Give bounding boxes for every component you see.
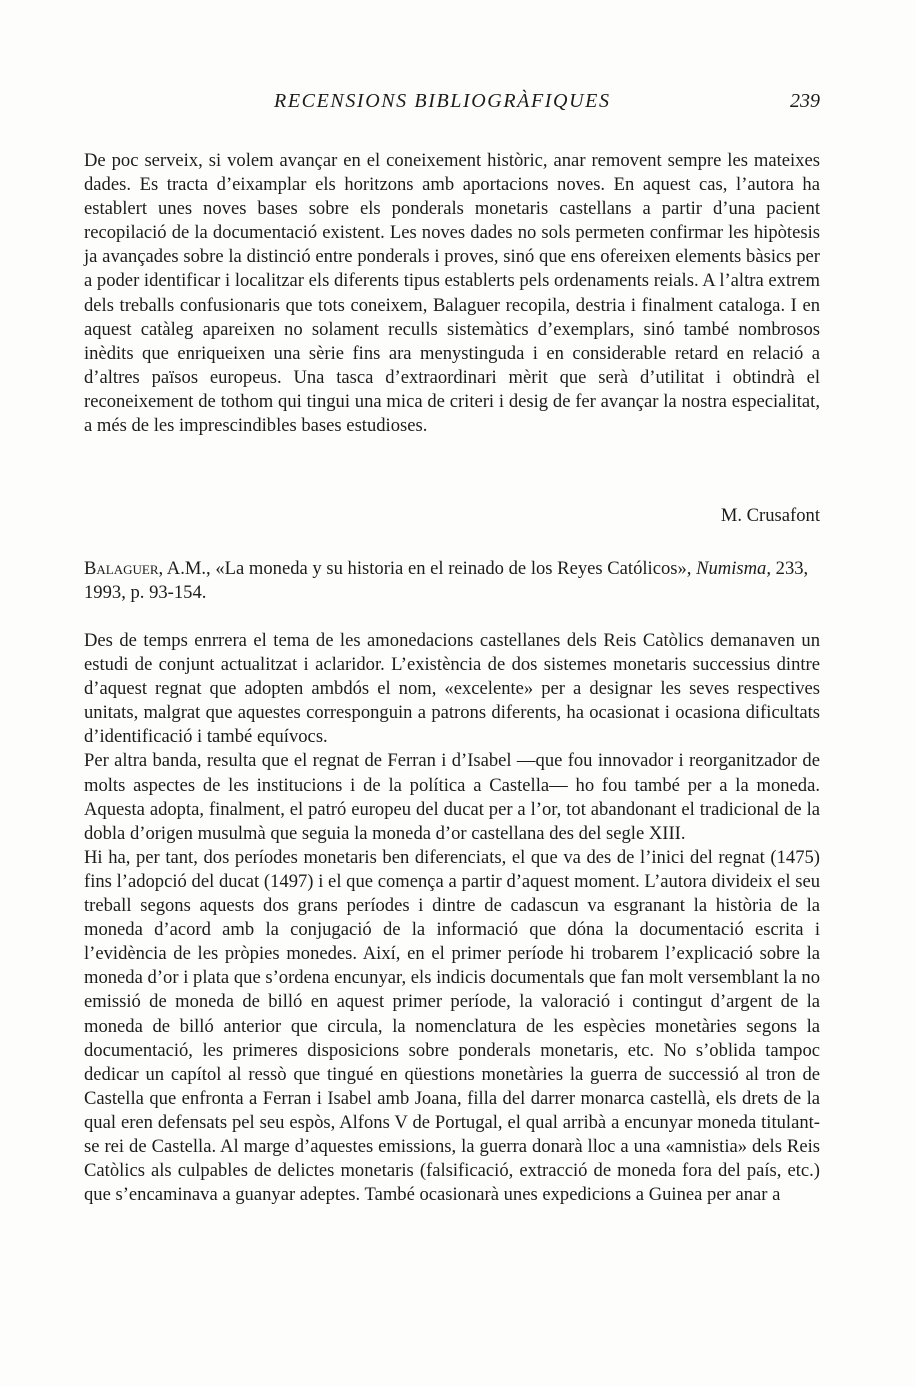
review-2-citation xyxy=(84,557,820,605)
citation-journal: Numisma, xyxy=(696,558,771,579)
citation-author: Balaguer xyxy=(84,558,159,579)
citation-details: 233, 1993, p. 93-154. xyxy=(84,558,809,604)
page-number: 239 xyxy=(790,90,820,112)
running-header-title: RECENSIONS BIBLIOGRÀFIQUES xyxy=(274,90,611,112)
running-header xyxy=(84,90,820,120)
review-2-paragraph-3: Hi ha, per tant, dos períodes monetaris ben diferenciats, el que va des de l’inici del regnat (1475) fins l’adopció del ducat (1497) i el que comença a partir d’aquest moment. L’autora divideix el seu treball segons aquests dos grans períodes i dintre de cadascun va esgranant la història de la moneda d’acord amb la conjugació de la informació que dóna la documentació escrita i l’evidència de les pròpies monedes. Així, en el primer període hi trobarem l’explicació sobre la moneda d’or i plata que s’ordena encunyar, els indicis documentals que fan molt versemblant la no emissió de moneda de billó en aquest primer període, la valoració i contingut d’argent de la moneda de billó anterior que circula, la nomenclatura de les espècies monetàries segons la documentació, les primeres disposicions sobre ponderals monetaris, etc. No s’oblida tampoc dedicar un capítol al ressò que tingué en qüestions monetàries la guerra de successió al tron de Castella que enfronta a Ferran i Isabel amb Joana, filla del darrer monarca castellà, els drets de la qual eren defensats pel seu espòs, Alfons V de Portugal, el qual arribà a encunyar moneda titulant-se rei de Castella. Al marge d’aquestes emissions, la guerra donarà lloc a una «amnistia» dels Reis Catòlics als culpables de delictes monetaris (falsificació, extracció de moneda fora del país, etc.) que s’encaminava a guanyar adeptes. També ocasionarà unes expedicions a Guinea per anar a xyxy=(84,846,820,1206)
review-1-paragraph: De poc serveix, si volem avançar en el coneixement històric, anar removent sempre les mateixes dades. Es tracta d’eixamplar els horitzons amb aportacions noves. En aquest cas, l’autora ha establert unes noves bases sobre els ponderals monetaris castellans a partir d’una pacient recopilació de la documentació existent. Les noves dades no sols permeten confirmar les hipòtesis ja avançades sobre la distinció entre ponderals i proves, sinó que ens ofereixen elements bàsics per a poder identificar i localitzar els diferents tipus establerts pels ordenaments reials. A l’altra extrem dels treballs confusionaris que tots coneixem, Balaguer recopila, destria i finalment cataloga. I en aquest catàleg apareixen no solament reculls sistemàtics d’exemplars, sinó també nombrosos inèdits que enriqueixen una sèrie fins ara menystinguda i en considerable retard en relació a d’altres països europeus. Una tasca d’extraordinari mèrit que serà d’utilitat i obtindrà el reconeixement de tothom qui tingui una mica de criteri i desig de fer avançar la nostra especialitat, a més de les imprescindibles bases estudioses. xyxy=(84,150,820,437)
review-2-body xyxy=(84,629,820,1207)
citation-title: «La moneda y su historia en el reinado de los Reyes Católicos», xyxy=(215,558,697,579)
review-2-paragraph-1: Des de temps enrrera el tema de les amonedacions castellanes dels Reis Catòlics demanaven un estudi de conjunt actualitzat i aclaridor. L’existència de dos sistemes monetaris successius dintre d’aquest regnat que adopten ambdós el nom, «excelente» per a designar les seves respectives unitats, malgrat que aquestes corresponguin a patrons diferents, ha ocasionat i ocasiona dificultats d’identificació i també equívocs. xyxy=(84,630,820,748)
citation-initials: , A.M., xyxy=(158,558,216,579)
review-2-paragraph-2: Per altra banda, resulta que el regnat de Ferran i d’Isabel —que fou innovador i reorganitzador de molts aspectes de les institucions i de la política a Castella— ho fou també per a la moneda. Aquesta adopta, finalment, el patró europeu del ducat per a l’or, tot abandonant el tradicional de la dobla d’origen musulmà que seguia la moneda d’or castellana des del segle XIII. xyxy=(84,750,820,844)
review-1-signature: M. Crusafont xyxy=(720,505,820,526)
review-1-body xyxy=(84,149,820,438)
